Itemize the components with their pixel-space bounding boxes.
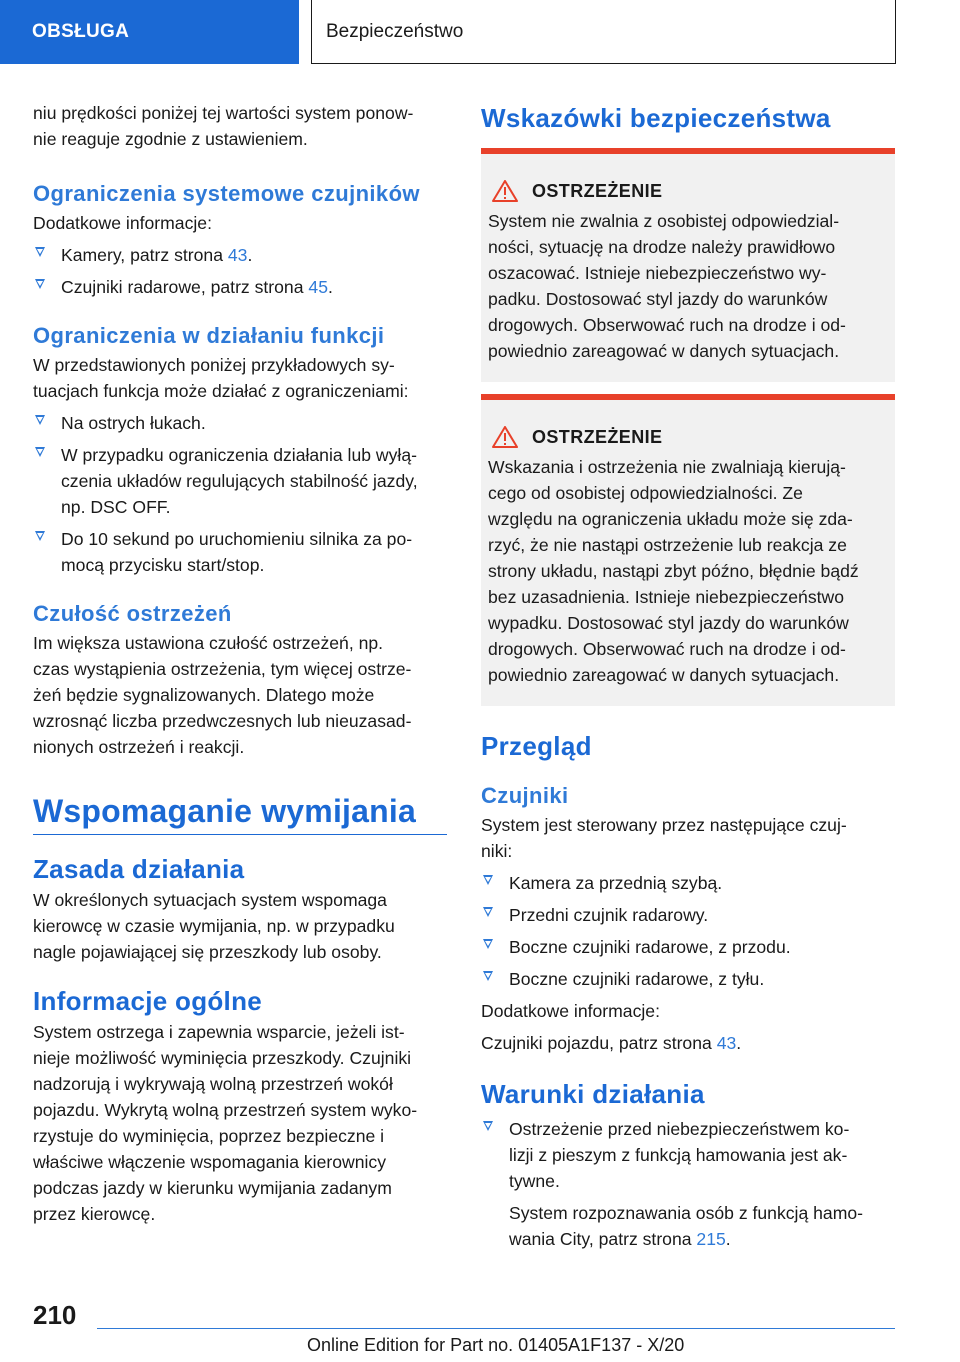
conditions-list	[481, 1116, 895, 1252]
function-limits-heading: Ograniczenia w działaniu funkcji	[33, 323, 385, 348]
left-column	[33, 100, 447, 1227]
warning-triangle-icon	[492, 426, 518, 448]
principle-line: W określonych sytuacjach system wspomaga	[33, 890, 387, 910]
list-item: Kamera za przednią szybą.	[481, 870, 895, 896]
list-item: Boczne czujniki radarowe, z tyłu.	[481, 966, 895, 992]
principle-line: kierowcę w czasie wymijania, np. w przypadku	[33, 916, 395, 936]
general-line: przez kierowcę.	[33, 1204, 156, 1224]
warning-line: wypadku. Dostosować styl jazdy do warunków	[488, 613, 849, 633]
sensors-list	[481, 870, 895, 992]
list-item: Czujniki radarowe, patrz strona 45.	[33, 274, 447, 300]
list-item: W przypadku ograniczenia działania lub wyłą- czenia układów regulujących stabilność jazdy, np. DSC OFF.	[33, 442, 447, 520]
bullet-icon	[483, 971, 493, 981]
page-number: 210	[33, 1300, 77, 1330]
sensors-intro: System jest sterowany przez następujące czuj-	[481, 815, 847, 835]
warning-line: cego od osobistej odpowiedzialności. Ze	[488, 483, 803, 503]
footer-divider	[97, 1328, 895, 1329]
general-line: nadzorują i wykrywają wolną przestrzeń wokół	[33, 1074, 393, 1094]
page-link[interactable]: 45	[308, 277, 328, 297]
section-label: OBSŁUGA	[32, 21, 130, 42]
sensors-ref: Czujniki pojazdu, patrz strona 43.	[481, 1033, 742, 1053]
list-item: Boczne czujniki radarowe, z przodu.	[481, 934, 895, 960]
page-link[interactable]: 43	[716, 1033, 737, 1053]
warning-triangle-icon	[492, 180, 518, 202]
general-line: podczas jazdy w kierunku wymijania zadanym	[33, 1178, 392, 1198]
bullet-icon	[483, 1121, 493, 1131]
footer-edition[interactable]: Online Edition for Part no. 01405A1F137 - X/20	[307, 1335, 685, 1355]
general-line: nieje możliwość wyminięcia przeszkody. Czujniki	[33, 1048, 412, 1068]
safety-heading: Wskazówki bezpieczeństwa	[481, 103, 831, 133]
sensors-limits-list	[33, 242, 447, 300]
function-limits-intro-1: W przedstawionych poniżej przykładowych sy-	[33, 355, 395, 375]
intro-line-2: nie reaguje zgodnie z ustawieniem.	[33, 129, 308, 149]
function-limits-intro-2: tuacjach funkcja może działać z ograniczeniami:	[33, 381, 409, 401]
sensitivity-line: żeń będzie sygnalizowanych. Dlatego może	[33, 685, 375, 705]
sensors-intro: niki:	[481, 841, 513, 861]
warning-line: Wskazania i ostrzeżenia nie zwalniają kierują-	[488, 457, 846, 477]
page-link[interactable]: 43	[227, 245, 248, 265]
main-heading: Wspomaganie wymijania	[33, 792, 447, 835]
warning-line: ności, sytuację na drodze należy prawidłowo	[488, 237, 836, 257]
warning-line: strony układu, nastąpi zbyt późno, błędnie bądź	[488, 561, 859, 581]
bullet-icon	[35, 247, 45, 257]
page-link[interactable]: 215	[696, 1229, 726, 1249]
bullet-icon	[35, 415, 45, 425]
warning-line: powiednio zareagować w danych sytuacjach.	[488, 665, 840, 685]
chapter-title	[311, 0, 896, 64]
bullet-icon	[35, 279, 45, 289]
warning-line: oszacować. Istnieje niebezpieczeństwo wy-	[488, 263, 827, 283]
general-line: rzystuje do wyminięcia, poprzez bezpieczne i	[33, 1126, 385, 1146]
warning-title: OSTRZEŻENIE	[488, 178, 887, 204]
warning-line: względu na ograniczenia układu może się zda-	[488, 509, 853, 529]
bullet-icon	[483, 907, 493, 917]
conditions-subtext: System rozpoznawania osób z funkcją hamo- wania City, patrz strona 215.	[509, 1203, 864, 1249]
general-line: właściwe włączenie wspomagania kierownicy	[33, 1152, 387, 1172]
list-item: Na ostrych łukach.	[33, 410, 447, 436]
sensitivity-line: wzrosnąć liczba przedwczesnych lub nieuzasad-	[33, 711, 412, 731]
sensitivity-line: nionych ostrzeżeń i reakcji.	[33, 737, 245, 757]
warning-box-2	[481, 394, 895, 706]
principle-line: nagle pojawiającej się przeszkody lub osoby.	[33, 942, 382, 962]
warning-title: OSTRZEŻENIE	[488, 424, 887, 450]
general-line: System ostrzega i zapewnia wsparcie, jeżeli ist-	[33, 1022, 405, 1042]
list-item: Przedni czujnik radarowy.	[481, 902, 895, 928]
general-heading: Informacje ogólne	[33, 986, 263, 1016]
chapter-title-text: Bezpieczeństwo	[326, 20, 464, 42]
bullet-icon	[483, 875, 493, 885]
warning-box-1	[481, 148, 895, 382]
sensors-limits-intro: Dodatkowe informacje:	[33, 213, 212, 233]
warning-line: powiednio zareagować w danych sytuacjach.	[488, 341, 840, 361]
bullet-icon	[483, 939, 493, 949]
principle-heading: Zasada działania	[33, 854, 245, 884]
bullet-icon	[35, 447, 45, 457]
warning-line: System nie zwalnia z osobistej odpowiedzial-	[488, 211, 840, 231]
list-item: Kamery, patrz strona 43.	[33, 242, 447, 268]
sensors-heading: Czujniki	[481, 783, 569, 808]
conditions-heading: Warunki działania	[481, 1079, 705, 1109]
sensitivity-line: czas wystąpienia ostrzeżenia, tym więcej ostrze-	[33, 659, 412, 679]
warning-line: bez uzasadnienia. Istnieje niebezpieczeństwo	[488, 587, 845, 607]
sensors-limits-heading: Ograniczenia systemowe czujników	[33, 181, 420, 206]
list-item: Ostrzeżenie przed niebezpieczeństwem ko- lizji z pieszym z funkcją hamowania jest ak- tywne. System rozpoznawania osób z funkcją hamo- wania City, patrz strona 215.	[481, 1116, 895, 1252]
section-tab[interactable]	[0, 0, 299, 64]
right-column	[481, 100, 895, 1252]
list-item: Do 10 sekund po uruchomieniu silnika za po- mocą przycisku start/stop.	[33, 526, 447, 578]
warning-line: drogowych. Obserwować ruch na drodze i od-	[488, 315, 846, 335]
overview-heading: Przegląd	[481, 731, 592, 761]
sensors-more-info: Dodatkowe informacje:	[481, 1001, 660, 1021]
sensitivity-line: Im większa ustawiona czułość ostrzeżeń, np.	[33, 633, 384, 653]
warning-line: rzyć, że nie nastąpi ostrzeżenie lub reakcja ze	[488, 535, 847, 555]
warning-line: drogowych. Obserwować ruch na drodze i od-	[488, 639, 846, 659]
warning-line: padku. Dostosować styl jazdy do warunków	[488, 289, 828, 309]
bullet-icon	[35, 531, 45, 541]
general-line: pojazdu. Wykrytą wolną przestrzeń system wyko-	[33, 1100, 418, 1120]
sensitivity-heading: Czułość ostrzeżeń	[33, 601, 232, 626]
function-limits-list	[33, 410, 447, 578]
intro-line-1: niu prędkości poniżej tej wartości system ponow-	[33, 103, 414, 123]
